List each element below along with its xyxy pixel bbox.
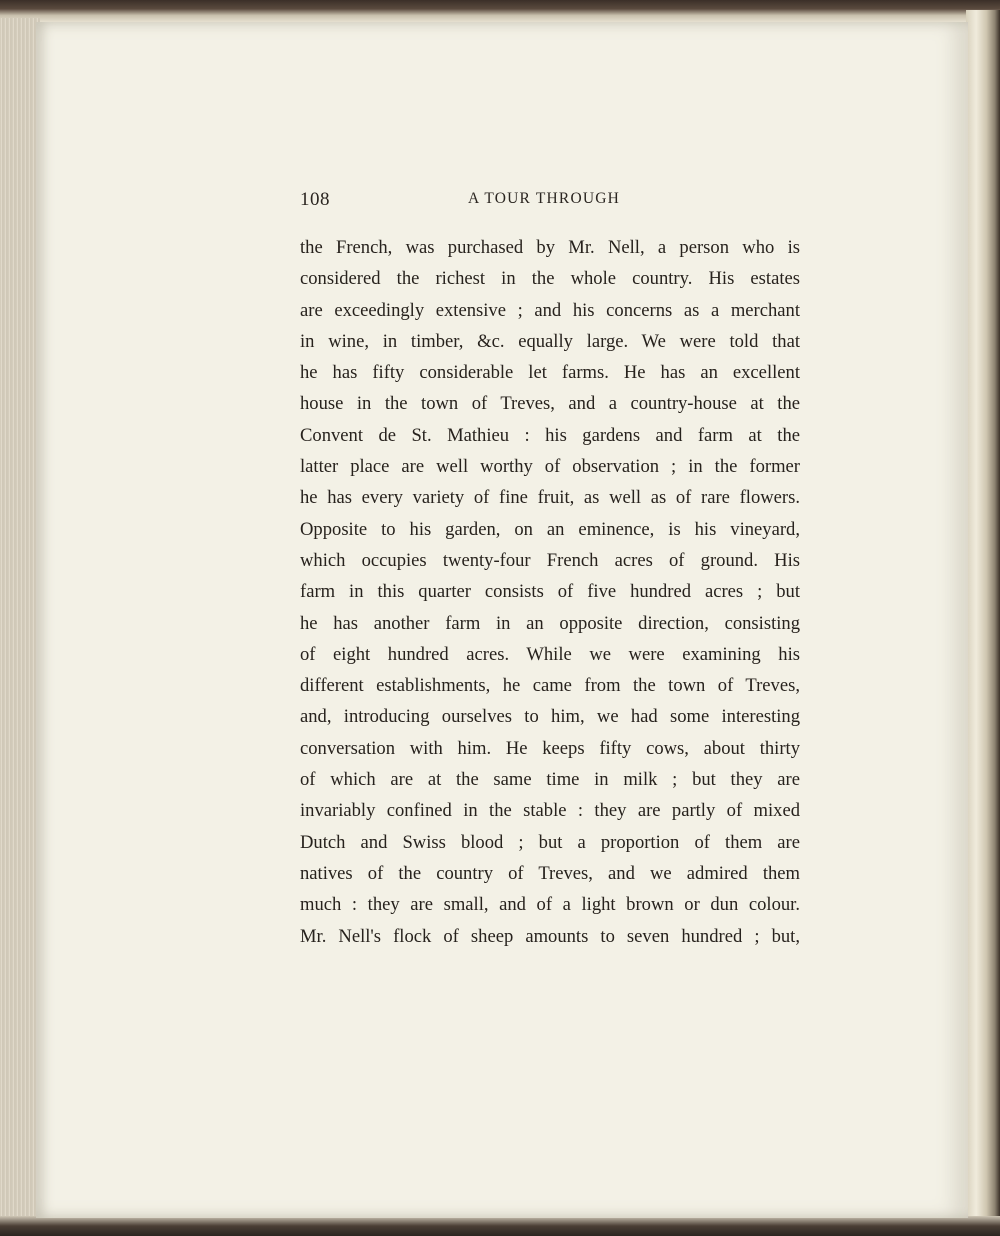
text-line: house in the town of Treves, and a country-house at the <box>300 393 800 415</box>
book-bottom-edge <box>0 1216 1000 1236</box>
running-head: A TOUR THROUGH <box>468 190 621 207</box>
page-number: 108 <box>300 189 330 210</box>
text-line: he has another farm in an opposite direction, consisting <box>300 612 800 634</box>
text-line: Dutch and Swiss blood ; but a proportion of them are <box>300 831 800 853</box>
text-line: different establishments, he came from the town of Treves, <box>300 675 800 697</box>
right-page-stack <box>966 10 1000 1220</box>
text-line: of which are at the same time in milk ; but they are <box>300 769 800 791</box>
book-top-edge <box>0 0 1000 22</box>
text-line: are exceedingly extensive ; and his concerns as a merchant <box>300 299 800 321</box>
text-line: farm in this quarter consists of five hundred acres ; but <box>300 581 800 603</box>
text-line: Mr. Nell's flock of sheep amounts to seven hundred ; but, <box>300 925 800 947</box>
text-line: latter place are well worthy of observation ; in the former <box>300 456 800 478</box>
text-line: natives of the country of Treves, and we admired them <box>300 862 800 884</box>
page-header <box>300 189 800 215</box>
text-line: the French, was purchased by Mr. Nell, a person who is <box>300 237 800 258</box>
text-line: which occupies twenty-four French acres of ground. His <box>300 549 800 571</box>
text-line: Opposite to his garden, on an eminence, is his vineyard, <box>300 518 800 540</box>
body-text <box>300 232 800 952</box>
text-line: much : they are small, and of a light brown or dun colour. <box>300 894 800 916</box>
text-line: conversation with him. He keeps fifty cows, about thirty <box>300 737 800 759</box>
text-line: and, introducing ourselves to him, we had some interesting <box>300 706 800 728</box>
text-line: of eight hundred acres. While we were examining his <box>300 643 800 665</box>
text-line: in wine, in timber, &c. equally large. We were told that <box>300 330 800 352</box>
text-line: invariably confined in the stable : they are partly of mixed <box>300 800 800 822</box>
text-line: considered the richest in the whole country. His estates <box>300 268 800 290</box>
text-line: Convent de St. Mathieu : his gardens and farm at the <box>300 424 800 446</box>
left-page-stack <box>0 18 40 1218</box>
text-line: he has fifty considerable let farms. He has an excellent <box>300 362 800 384</box>
text-line: he has every variety of fine fruit, as well as of rare flowers. <box>300 487 800 509</box>
